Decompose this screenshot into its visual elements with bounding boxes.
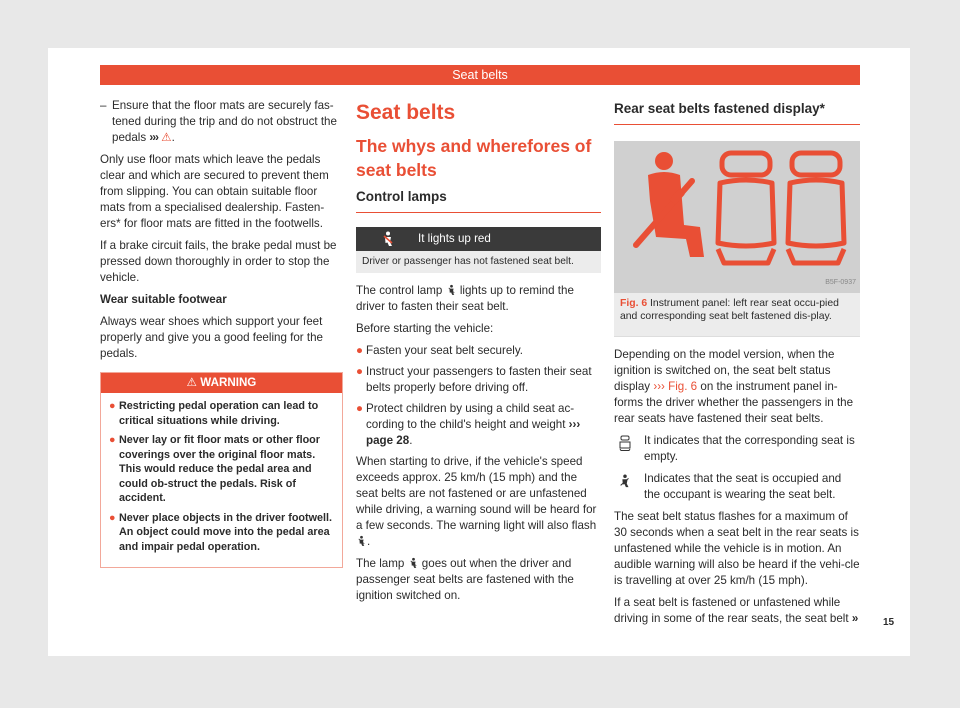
symbol-row-empty: It indicates that the corresponding seat is empty. bbox=[614, 433, 860, 465]
paragraph: Before starting the vehicle: bbox=[356, 322, 494, 335]
section-subtitle: The whys and wherefores of seat belts bbox=[356, 136, 592, 180]
figure-reference-link[interactable]: ››› Fig. 6 bbox=[653, 380, 698, 393]
lamp-bar bbox=[356, 227, 601, 251]
seatbelt-icon bbox=[408, 557, 419, 569]
paragraph: Only use floor mats which leave the pedals clear and which are secured to prevent them from slipping. You can obtain suitable floor mats from a specialised dealership. Fasten-ers* for floor mats are fitted in the footwells. bbox=[100, 153, 329, 230]
section-title: Seat belts bbox=[356, 101, 456, 124]
paragraph: Depending on the model version, when the ignition is switched on, the seat belt status display ››› Fig. 6 on the instrument panel in-forms the driver whether the passengers in the rear seats have fastened their seat belts. bbox=[614, 348, 854, 425]
continue-arrow-icon: » bbox=[851, 612, 859, 625]
warning-box bbox=[100, 372, 343, 568]
cross-reference[interactable]: ››› bbox=[149, 131, 158, 144]
bullet-icon: ● bbox=[109, 434, 116, 446]
symbol-row-occupied: Indicates that the seat is occupied and the occupant is wearing the seat belt. bbox=[614, 471, 860, 503]
paragraph: The control lamp lights up to remind the driver to fasten their seat belt. bbox=[356, 284, 574, 313]
section-heading-rear-belts: Rear seat belts fastened display* bbox=[614, 100, 860, 125]
seatbelt-icon bbox=[446, 284, 457, 296]
column-left bbox=[100, 98, 343, 568]
bullet-icon: ● bbox=[356, 365, 364, 378]
warning-item: ● Restricting pedal operation can lead to critical situations while driving. bbox=[109, 400, 319, 427]
list-item: ● Fasten your seat belt securely. bbox=[356, 344, 524, 357]
paragraph: If a brake circuit fails, the brake pedal must be pressed down thoroughly in order to stop the vehicle. bbox=[100, 239, 337, 284]
warning-header bbox=[101, 373, 342, 393]
column-middle bbox=[356, 98, 601, 610]
seatbelt-warning-icon bbox=[380, 231, 396, 247]
list-item: ● Protect children by using a child seat ac-cording to the child's height and weight ››› page 28. bbox=[356, 402, 581, 447]
warning-title: WARNING bbox=[200, 376, 257, 389]
warning-body bbox=[101, 393, 342, 567]
warning-item: ● Never place objects in the driver footwell. An object could move into the pedal area and impair pedal operation. bbox=[109, 511, 333, 553]
page-reference-link[interactable]: ››› page 28 bbox=[366, 418, 581, 447]
bullet-icon: ● bbox=[109, 511, 116, 524]
bullet-icon: ● bbox=[356, 344, 364, 357]
page-number: 15 bbox=[883, 617, 895, 628]
occupied-belted-seat-icon bbox=[636, 152, 704, 257]
rear-seat-icon bbox=[788, 153, 844, 263]
paragraph: Always wear shoes which support your feet properly and give you a good feeling for the pedals. bbox=[100, 315, 324, 360]
paragraph: When starting to drive, if the vehicle's speed exceeds approx. 25 km/h (15 mph) and the seat belts are not fastened or are unfastened while driving, a warning sound will be heard for a few seconds. The warning light will also flash . bbox=[356, 455, 597, 548]
paragraph: The seat belt status flashes for a maximum of 30 seconds when a seat belt in the rear seats is unfastened while the vehicle is in motion. An audible warning will also be heard if the vehi-cle is travelling at over 25 km/h (15 mph). bbox=[614, 510, 860, 587]
warning-triangle-icon: ⚠ bbox=[161, 131, 172, 144]
empty-seat-icon bbox=[618, 435, 632, 451]
seatbelt-display-illustration bbox=[614, 141, 860, 293]
paragraph: The lamp goes out when the driver and passenger seat belts are fastened with the ignition switched on. bbox=[356, 557, 574, 602]
lamp-bar-label: It lights up red bbox=[418, 232, 491, 245]
figure-label: Fig. 6 bbox=[620, 298, 648, 309]
occupied-seatbelt-icon bbox=[618, 473, 632, 489]
warning-triangle-icon: ⚠ bbox=[186, 376, 198, 389]
lamp-description: Driver or passenger has not fastened seat belt. bbox=[356, 251, 601, 273]
bullet-icon: ● bbox=[109, 400, 116, 412]
subheading: Wear suitable footwear bbox=[100, 293, 227, 306]
column-right bbox=[614, 98, 860, 633]
figure-code: B5F-0937 bbox=[825, 279, 856, 286]
section-heading-control-lamps: Control lamps bbox=[356, 188, 601, 213]
figure-caption: Fig. 6 Instrument panel: left rear seat occu-pied and corresponding seat belt fastened dis-play. bbox=[614, 293, 860, 337]
seatbelt-icon bbox=[356, 535, 367, 547]
list-item: ● Instruct your passengers to fasten their seat belts properly before driving off. bbox=[356, 365, 592, 394]
paragraph: If a seat belt is fastened or unfastened while driving in some of the rear seats, the seat belt » bbox=[614, 596, 859, 625]
list-item: – Ensure that the floor mats are securely fas-tened during the trip and do not obstruct the pedals ››› ⚠. bbox=[100, 99, 337, 144]
bullet-icon: ● bbox=[356, 402, 364, 415]
rear-seat-icon bbox=[718, 153, 774, 263]
page-header: Seat belts bbox=[100, 65, 860, 85]
dash-item-text: Ensure that the floor mats are securely fas-tened during the trip and do not obstruct the pedals bbox=[112, 99, 337, 144]
warning-item: ● Never lay or fit floor mats or other floor coverings over the original floor mats. This would reduce the pedal area and could ob-struct the pedals. Risk of accident. bbox=[109, 434, 320, 504]
figure-instrument-panel bbox=[614, 141, 860, 293]
